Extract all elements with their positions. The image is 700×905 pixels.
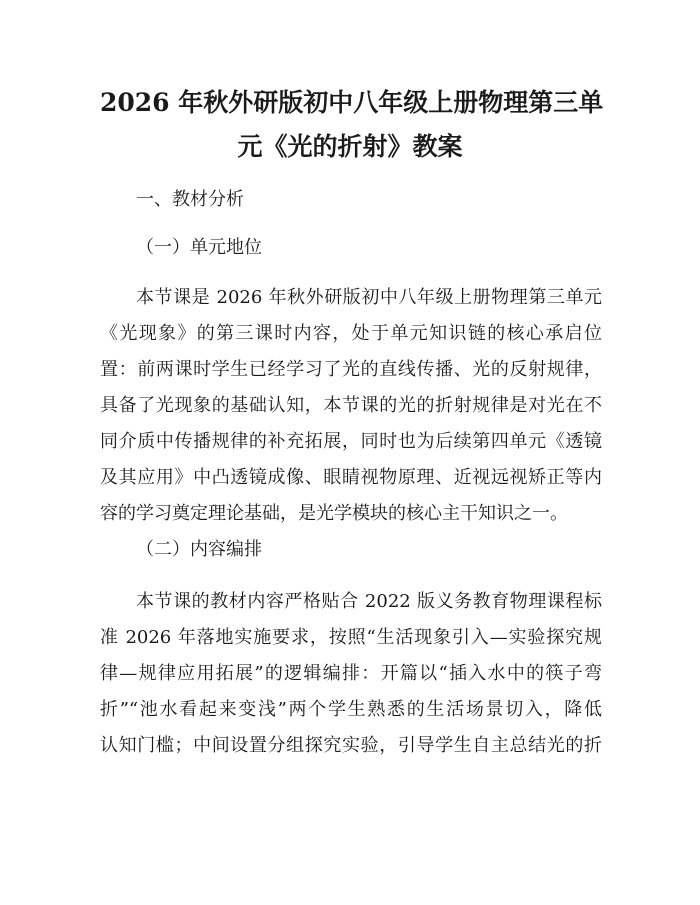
paragraph-2-line-3: 律—规律应用拓展”的逻辑编排：开篇以“插入水中的筷子弯 bbox=[100, 663, 602, 684]
paragraph-1-line-6: 及其应用》中凸透镜成像、眼睛视物原理、近视远视矫正等内 bbox=[100, 467, 602, 488]
paragraph-2-line-5: 认知门槛；中间设置分组探究实验，引导学生自主总结光的折 bbox=[100, 735, 602, 756]
paragraph-1-line-5: 同介质中传播规律的补充拓展，同时也为后续第四单元《透镜 bbox=[100, 431, 602, 452]
subsection-heading-unit-position: （一）单元地位 bbox=[136, 237, 262, 258]
paragraph-2-line-2: 准 2026 年落地实施要求，按照“生活现象引入—实验探究规 bbox=[100, 627, 602, 648]
paragraph-1-line-1: 本节课是 2026 年秋外研版初中八年级上册物理第三单元 bbox=[136, 287, 602, 308]
subsection-heading-content-arrangement: （二）内容编排 bbox=[136, 539, 262, 560]
paragraph-2-line-4: 折”“池水看起来变浅”两个学生熟悉的生活场景切入，降低 bbox=[100, 699, 602, 720]
section-heading-teaching-material-analysis: 一、教材分析 bbox=[136, 189, 244, 210]
paragraph-1-line-2: 《光现象》的第三课时内容，处于单元知识链的核心承启位 bbox=[100, 323, 602, 344]
paragraph-1-line-7: 容的学习奠定理论基础，是光学模块的核心主干知识之一。 bbox=[100, 503, 568, 524]
paragraph-1-line-4: 具备了光现象的基础认知，本节课的光的折射规律是对光在不 bbox=[100, 395, 602, 416]
document-title-line-2: 元《光的折射》教案 bbox=[237, 132, 463, 161]
document-title-line-1: 2026 年秋外研版初中八年级上册物理第三单 bbox=[100, 88, 604, 117]
paragraph-2-line-1: 本节课的教材内容严格贴合 2022 版义务教育物理课程标 bbox=[136, 591, 602, 612]
paragraph-1-line-3: 置：前两课时学生已经学习了光的直线传播、光的反射规律， bbox=[100, 359, 602, 380]
